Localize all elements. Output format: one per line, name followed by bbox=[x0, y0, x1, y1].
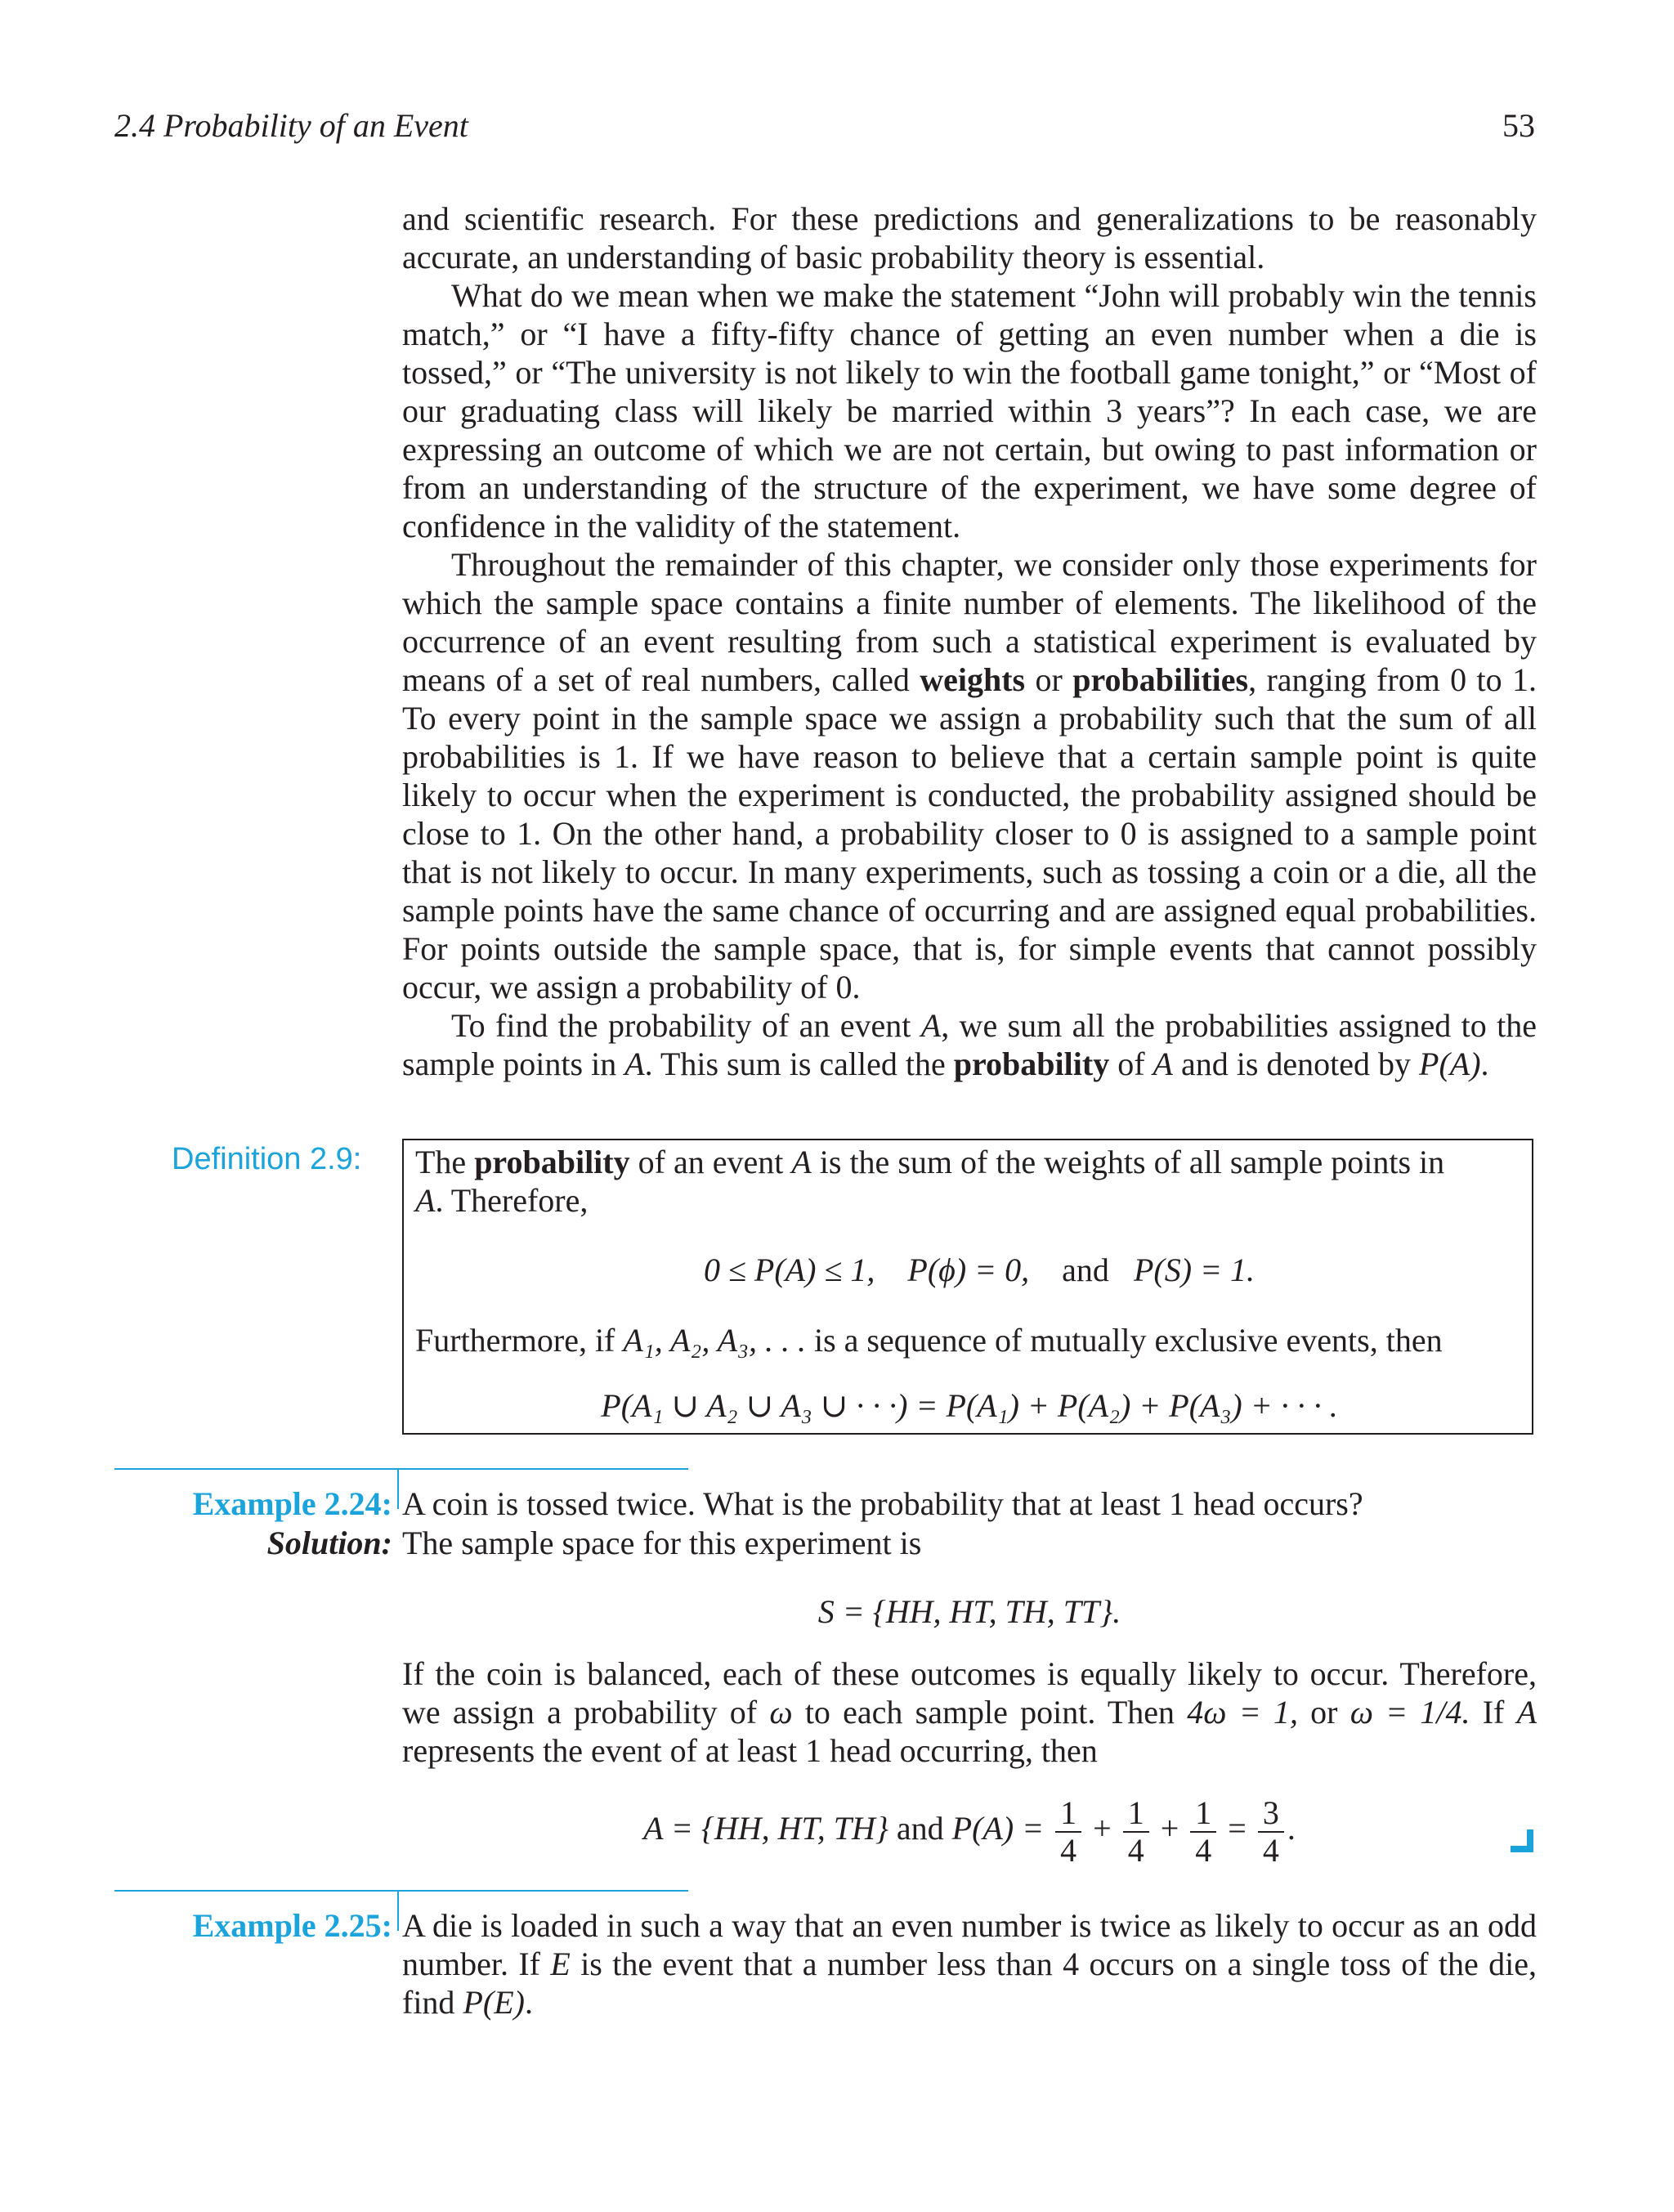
fraction-3: $\frac{1}{4}$ bbox=[1190, 1795, 1216, 1869]
solution-label: Solution: bbox=[266, 1525, 392, 1561]
fraction-result: $\frac{3}{4}$ bbox=[1258, 1795, 1284, 1869]
term-probabilities: probabilities bbox=[1072, 661, 1249, 698]
intro-text bbox=[402, 199, 1537, 1083]
fraction-1: $\frac{1}{4}$ bbox=[1055, 1795, 1081, 1869]
definition-text: The probability of an event A is the sum of the weights of all sample points in A. Therefore, bbox=[415, 1144, 1445, 1219]
end-of-example-icon bbox=[1511, 1829, 1533, 1852]
result-equation: A = {HH, HT, TH} and P(A) = $\frac{1}{4}$ + $\frac{1}{4}$ + $\frac{1}{4}$ = $\frac{3}{4}$ . bbox=[643, 1794, 1296, 1869]
sample-space-equation: S = {HH, HT, TH, TT}. bbox=[817, 1593, 1121, 1630]
example-2-25-text: A die is loaded in such a way that an even number is twice as likely to occur as an odd number. If E is the event that a number less than 4 occurs on a single toss of the die, find P(E). bbox=[402, 1907, 1537, 2021]
paragraph-1: and scientific research. For these predictions and generalizations to be reasonably accurate, an understanding of basic probability theory is essential. bbox=[402, 200, 1537, 275]
paragraph-4: To find the probability of an event A, we sum all the probabilities assigned to the sample points in A. This sum is called the probability of A and is denoted by P(A). bbox=[402, 1007, 1537, 1082]
running-header: 2.4 Probability of an Event bbox=[114, 107, 468, 144]
example-2-25-rule bbox=[114, 1890, 688, 1892]
paragraph-3: Throughout the remainder of this chapter, we consider only those experiments for which the sample space contains a finite number of elements. The likelihood of the occurrence of an event resulting from such a statistical experiment is evaluated by means of a set of real numbers, called weights or probabilities, ranging from 0 to 1. To every point in the sample space we assign a probability such that the sum of all probabilities is 1. If we have reason to believe that a certain sample point is quite likely to occur when the experiment is conducted, the probability assigned should be close to 1. On the other hand, a probability closer to 0 is assigned to a sample point that is not likely to occur. In many experiments, such as tossing a coin or a die, all the sample points have the same chance of occurring and are assigned equal probabilities. For points outside the sample space, that is, for simple events that cannot possibly occur, we assign a probability of 0. bbox=[402, 546, 1537, 1005]
example-2-25-label: Example 2.25: bbox=[192, 1907, 392, 1944]
example-2-24-tick bbox=[397, 1468, 399, 1509]
fraction-2: $\frac{1}{4}$ bbox=[1123, 1795, 1149, 1869]
paragraph-2: What do we mean when we make the statement “John will probably win the tennis match,” or “I have a fifty-fifty chance of getting an even number when a die is tossed,” or “The university is not likely to win the football game tonight,” or “Most of our graduating class will likely be married within 3 years”? In each case, we are expressing an outcome of which we are not certain, but owing to past information or from an understanding of the structure of the experiment, we have some degree of confidence in the validity of the statement. bbox=[402, 277, 1537, 544]
solution-paragraph: If the coin is balanced, each of these outcomes is equally likely to occur. Therefore, we assign a probability of ω to each sample point. Then 4ω = 1, or ω = 1/4. If A represents the event of at least 1 head occurring, then bbox=[402, 1655, 1537, 1769]
definition-sequence-line: Furthermore, if A₁, A₂, A₃, . . . is a sequence of mutually exclusive events, then bbox=[415, 1322, 1443, 1359]
definition-equation-1: 0 ≤ P(A) ≤ 1, P(ϕ) = 0, and P(S) = 1. bbox=[703, 1252, 1256, 1288]
example-2-24-question: A coin is tossed twice. What is the probability that at least 1 head occurs? bbox=[402, 1485, 1363, 1522]
term-weights: weights bbox=[920, 661, 1026, 698]
example-2-24-label: Example 2.24: bbox=[192, 1485, 392, 1522]
example-2-25-tick bbox=[397, 1890, 399, 1931]
page-number: 53 bbox=[1502, 107, 1535, 144]
example-2-24-rule bbox=[114, 1468, 688, 1470]
solution-intro: The sample space for this experiment is bbox=[402, 1525, 922, 1561]
definition-equation-2: P(A₁ ∪ A₂ ∪ A₃ ∪ · · ·) = P(A₁) + P(A₂) + P(A₃) + · · · . bbox=[601, 1387, 1338, 1424]
term-probability: probability bbox=[953, 1046, 1110, 1082]
definition-label: Definition 2.9: bbox=[172, 1142, 362, 1176]
